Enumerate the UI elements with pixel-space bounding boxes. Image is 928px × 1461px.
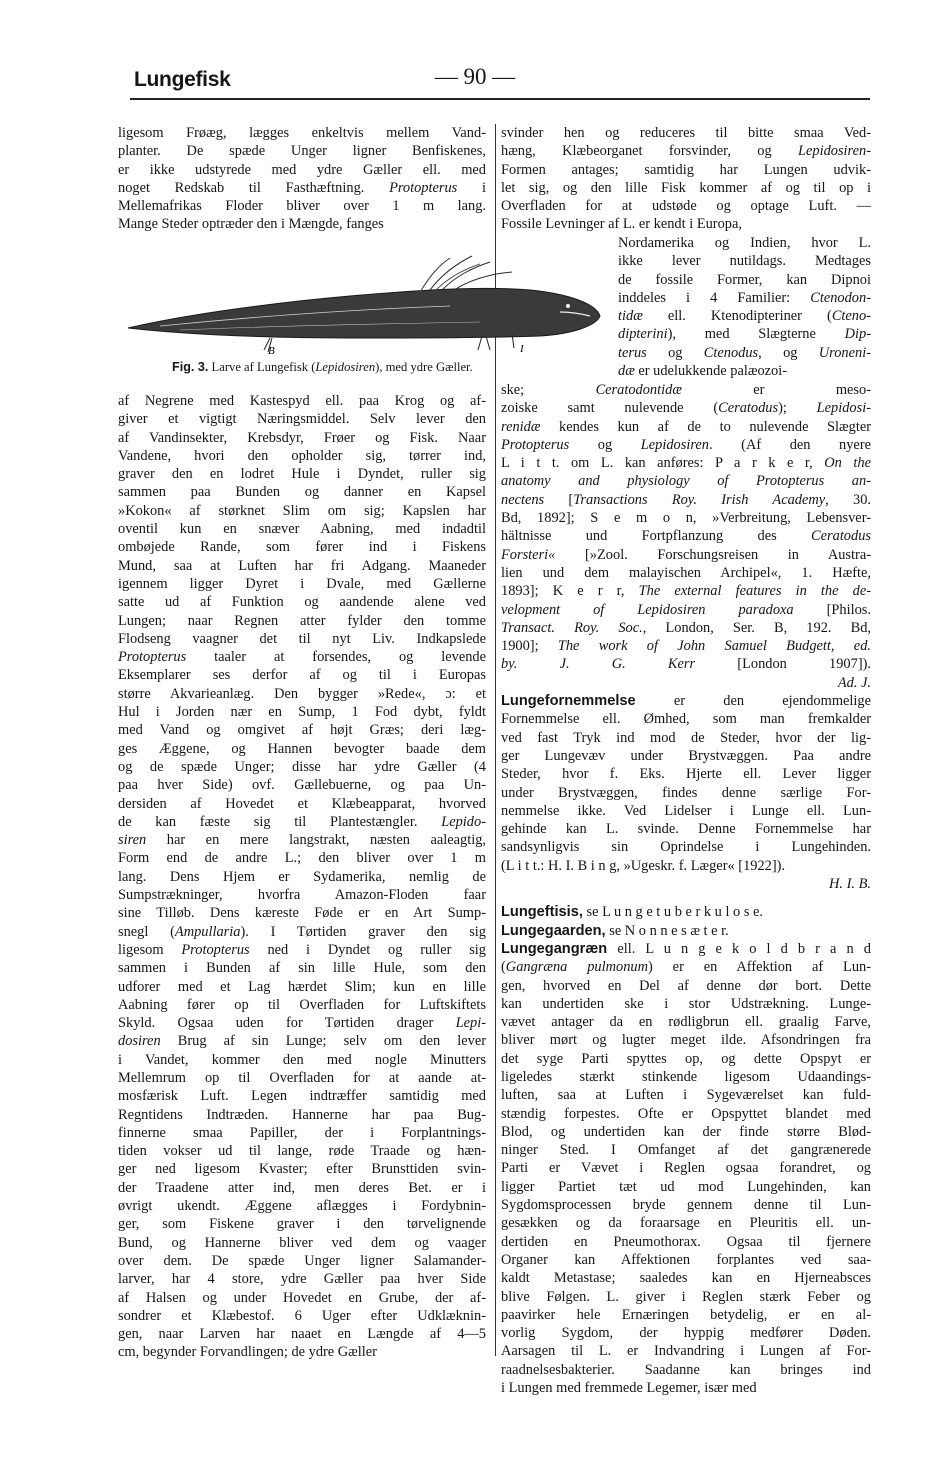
headword-lungegangraen: Lungegangræn [501, 940, 608, 957]
lungegangraen-body-line: kaldt Metastase; saaledes kan en Hjerneabsces [501, 1270, 871, 1287]
lungegangraen-body-line: stændig forpestes. Ofte er Opspyttet blandet med [501, 1105, 871, 1122]
left-column-bottom [118, 392, 486, 1362]
left-column-bottom-line: med Vand og omgivet af højt Græs; deri læg- [118, 722, 486, 739]
dipnoi-continuation-line: lien und dem malayischen Archipel«, 1. Hæfte, [501, 564, 871, 581]
left-column-bottom-line: Form end de andre L.; den bliver over 1 m [118, 850, 486, 867]
left-column-bottom-line: Protopterus taaler at forsendes, og levende [118, 649, 486, 666]
right-column-narrow-line: tidæ ell. Ktenodipteriner (Cteno- [618, 308, 871, 325]
lungefornemmelse-line-first: er den ejendommelige [673, 693, 871, 710]
left-column-bottom-line: Bund, og Hannerne bliver ved dem og vaager [118, 1234, 486, 1251]
lungegangraen-body-line: ligeledes stærkt stinkende ligesom Udaandings- [501, 1068, 871, 1085]
right-column-top-line: let sig, og den lille Fisk kommer af og til op i [501, 179, 871, 196]
dipnoi-continuation-line: Transact. Roy. Soc., London, Ser. B, 192. Bd, [501, 619, 871, 636]
left-column-bottom-line: der Traadene atter ind, men deres Bet. er i [118, 1179, 486, 1196]
left-column-bottom-line: større Akvarieanlæg. Den bygger »Rede«, ɔ: et [118, 685, 486, 702]
figure-caption-italic: Lepidosiren [315, 360, 376, 374]
left-column-bottom-line: »Kokon« af størknet Slim om sig; Kapslen har [118, 502, 486, 519]
right-column-top [501, 124, 871, 234]
dipnoi-continuation [501, 381, 871, 692]
left-column-bottom-line: finnerne smaa Papiller, der i Forplantnings- [118, 1124, 486, 1141]
lungefornemmelse-body-line: sandsynligvis sin Oprindelse i Lungehinden. [501, 839, 871, 856]
right-column-top-line: Fossile Levninger af L. er kendt i Europa, [501, 216, 742, 233]
left-column-bottom-line: graver den en lodret Hule i Dyndet, ruller sig [118, 466, 486, 483]
lungegangraen-body-line: gen, hvorved en Del af denne dør bort. Dette [501, 977, 871, 994]
lungegangraen-body-line: Organer kan Affektionen forplantes ved saa- [501, 1251, 871, 1268]
right-column-top-line: hæng, Klæbeorganet forsvinder, og Lepidosiren- [501, 143, 871, 160]
right-column-top-line: Formen antages; samtidig har Lungen udvik- [501, 161, 871, 178]
figure-label-i: I [520, 343, 524, 355]
left-column-bottom-line: ligesom Protopterus ned i Dyndet og ruller sig [118, 941, 486, 958]
dipnoi-continuation-line: 1900]; The work of John Samuel Budgett, ed. [501, 638, 871, 655]
headword-lungeftisis: Lungeftisis, [501, 904, 583, 921]
lungegangraen-body-line: det syge Parti spyttes op, og dette Opspyt er [501, 1050, 871, 1067]
dipnoi-continuation-line: nectens [Transactions Roy. Irish Academy, 30. [501, 491, 871, 508]
lungegangraen-body-line: Blod, og undertiden kan der finde større Blød- [501, 1123, 871, 1140]
lungegangraen-body-line: ligger Partiet tæt ud mod Lungehinden, kan [501, 1178, 871, 1195]
figure-caption [172, 360, 592, 375]
lungegangraen-body-line: Parti er Vævet i Reglen ogsaa forandret, og [501, 1160, 871, 1177]
entry-lungegaarden [501, 922, 871, 940]
headword-lungegaarden: Lungegaarden, [501, 922, 606, 939]
dipnoi-continuation-line: renidæ kendes kun af de to nulevende Slægter [501, 418, 871, 435]
right-column-top-line: Overfladen for at udstøde og optage Luft. — [501, 198, 871, 215]
left-column-bottom-line: Skyld. Ogsaa uden for Tørtiden drager Lepi- [118, 1015, 486, 1032]
lungefornemmelse-body-line: Fornemmelse ell. Ømhed, som man fremkalder [501, 711, 871, 728]
figure-label-b: B [268, 345, 275, 357]
left-column-bottom-line: ger, som Fiskene graver i den tørvelignende [118, 1216, 486, 1233]
lungegangraen-body-line: i Lungen med fremmede Legemer, især med [501, 1380, 757, 1397]
dipnoi-continuation-line: anatomy and physiology of Protopterus an- [501, 473, 871, 490]
left-column-bottom-line: Mund, saa at Luften har fri Adgang. Maaneder [118, 557, 486, 574]
lungegangraen-body-line: kan undertiden ske i stor Udstrækning. Lunge- [501, 995, 871, 1012]
lungegangraen-body-line: (Gangræna pulmonum) er en Affektion af Lun- [501, 959, 871, 976]
right-column-narrow-line: de fossile Former, kan Dipnoi [618, 271, 871, 288]
lungegangraen-body-line: bliver mørt og lugter meget ilde. Afsondringen fra [501, 1032, 871, 1049]
left-column-top-line: er ikke udstyrede med ydre Gæller ell. med [118, 161, 486, 178]
left-column-bottom-line: dersiden af Hovedet et Klæbeapparat, hvorved [118, 795, 486, 812]
entry-lungeftisis [501, 903, 871, 921]
left-column-bottom-line: lang. Dens Hjem er Sydamerika, nemlig de [118, 868, 486, 885]
lungegaarden-crossref: se N o n n e s æ t e r. [609, 922, 729, 939]
left-column-bottom-line: cm, begynder Forvandlingen; de ydre Gæller [118, 1344, 377, 1361]
figure-caption-text-after: ), med ydre Gæller. [375, 360, 473, 374]
left-column-bottom-line: i Vandet, kommer den med nogle Minutters [118, 1051, 486, 1068]
left-column-bottom-line: over dem. De spæde Unger ligner Salamander- [118, 1252, 486, 1269]
left-column-bottom-line: gen, naar Larven har naaet en Længde af 4—5 [118, 1326, 486, 1343]
right-column-narrow-line: Nordamerika og Indien, hvor L. [618, 235, 871, 251]
header-rule [130, 98, 870, 100]
entry-lungegangraen [501, 940, 871, 1397]
lungegangraen-body [501, 958, 871, 1397]
left-column-bottom-line: Hul i Jorden nær en Sump, 1 Fod dybt, fyldt [118, 704, 486, 721]
left-column-bottom-line: udforer med et Lag hærdet Slim; kun en lille [118, 978, 486, 995]
lungegangraen-body-line: luften, saa at Luften i Sygeværelset kan fuld- [501, 1087, 871, 1104]
left-column-bottom-line: øvrigt ukendt. Æggene aflægges i Fordybnin- [118, 1198, 486, 1215]
lungegangraen-body-line: vorlig Sygdom, der hyppig medfører Døden. [501, 1325, 871, 1342]
lungegangraen-body-line: dertiden en Pneumothorax. Ogsaa til fjernere [501, 1233, 871, 1250]
lungefornemmelse-body-line: Steder, hvor f. Eks. Hjerte ell. Lever ligger [501, 766, 871, 783]
lungeftisis-crossref: se L u n g e t u b e r k u l o s e. [586, 904, 764, 921]
lungegangraen-body-line: Sygdomsprocessen bryde gennem denne til Lun- [501, 1197, 871, 1214]
right-column-narrow-line: inddeles i 4 Familier: Ctenodon- [618, 289, 871, 306]
dipnoi-continuation-line: Protopterus og Lepidosiren. (Af den nyere [501, 436, 871, 453]
right-column-narrow-line: dipterini), med Slægterne Dip- [618, 326, 871, 343]
signature-text: H. I. B. [829, 876, 871, 893]
left-column-bottom-line: sondrer et Klæbestof. 6 Uger efter Udklæknin- [118, 1307, 486, 1324]
left-column-bottom-line: Mellemrum op til Overfladen for at aande at- [118, 1069, 486, 1086]
dipnoi-continuation-line: zoiske samt nulevende (Ceratodus); Lepidosi- [501, 400, 871, 417]
left-column-bottom-line: dosiren Brug af sin Lunge; selv om den lever [118, 1033, 486, 1050]
page-number: — 90 — [434, 64, 516, 89]
lungegangraen-body-line: blive Følgen. L. giver i Reglen stærk Feber og [501, 1288, 871, 1305]
lungefornemmelse-body-line: (L i t t.: H. I. B i n g, »Ugeskr. f. Læger« [1922]). [501, 857, 786, 874]
left-column-bottom-line: tiden vokser ud til lange, røde Traade og hæn- [118, 1143, 486, 1160]
left-column-top-line: Mellemafrikas Floder bliver over 1 m lang. [118, 198, 486, 215]
page-header-title: Lungefisk [134, 68, 231, 91]
lungegangraen-body-line: paavirker hele Ernæringen betydelig, er en al- [501, 1306, 871, 1323]
right-column-top-line: svinder hen og reduceres til bitte smaa Ved- [501, 125, 871, 141]
dipnoi-continuation-line: Forsteri« [»Zool. Forschungsreisen in Austra- [501, 546, 871, 563]
left-column-bottom-line: siren har en mere langstrakt, næsten aaleagtig, [118, 832, 486, 849]
lungegangraen-first: ell. L u n g e k o l d b r a n d [617, 940, 871, 957]
left-column-bottom-line: af Negrene med Kastespyd ell. paa Krog og af- [118, 393, 486, 409]
left-column-bottom-line: igennem ligger Dyret i Dvale, med Gællerne [118, 575, 486, 592]
left-column-bottom-line: Eksemplarer ses derfor af og til i Europas [118, 667, 486, 684]
dipnoi-continuation-line: ske; Ceratodontidæ er meso- [501, 382, 871, 398]
left-column-bottom-line: oventil kun en snæver Aabning, med indadtil [118, 521, 486, 538]
lungegangraen-body-line: vævet antager da en rødligbrun ell. graalig Farve, [501, 1014, 871, 1031]
lungegangraen-body-line: raadnelsesbakterier. Saadanne kan bringes ind [501, 1361, 871, 1378]
left-column-top-line: Mange Steder optræder den i Mængde, fanges [118, 216, 384, 233]
dipnoi-continuation-line: velopment of Lepidosiren paradoxa [Philos. [501, 601, 871, 618]
right-column-narrow [618, 234, 871, 380]
left-column-bottom-line: Sumpstrækninger, hvorfra Amazon-Floden faar [118, 887, 486, 904]
dipnoi-continuation-line: hältnisse und Fortpflanzung des Ceratodus [501, 528, 871, 545]
left-column-top-line: planter. De spæde Unger ligner Benfiskenes, [118, 143, 486, 160]
lungfish-larva-illustration [120, 246, 604, 358]
left-column-bottom-line: Vandene, hvori den opholder sig, tørrer ind, [118, 447, 486, 464]
left-column-bottom-line: mosfærisk Luft. Legen indtræffer samtidig med [118, 1088, 486, 1105]
right-column-narrow-line: dæ er udelukkende palæozoi- [618, 363, 788, 380]
left-column-bottom-line: ges Æggene, og Hannen bevogter baade dem [118, 740, 486, 757]
left-column-bottom-line: Flodseng vaagner det til nyt Liv. Indkapslede [118, 630, 486, 647]
left-column-bottom-line: de kan fæste sig til Plantestængler. Lepido- [118, 813, 486, 830]
left-column-bottom-line: og de spæde Unger; disse har ydre Gæller (4 [118, 758, 486, 775]
lungegangraen-body-line: ninger Sted. I Omfanget af det gangrænerede [501, 1142, 871, 1159]
entry-gap [501, 893, 871, 903]
left-column-top-line: ligesom Frøæg, lægges enkeltvis mellem Vand- [118, 125, 486, 141]
headword-lungefornemmelse: Lungefornemmelse [501, 693, 636, 710]
figure-caption-text-before: Larve af Lungefisk ( [211, 360, 316, 374]
left-column-bottom-line: larver, har 4 store, ydre Gæller paa hver Side [118, 1271, 486, 1288]
lungegangraen-body-line: Aarsagen til L. er Indvandring i Lungen af For- [501, 1343, 871, 1360]
figure-caption-label: Fig. 3. [172, 360, 209, 374]
right-column-bottom [501, 381, 871, 1397]
left-column-bottom-line: ger ned ligesom Kvaster; efter Brunsttiden svin- [118, 1161, 486, 1178]
left-column-bottom-line: sammen paa Bunden og danner en Kapsel [118, 484, 486, 501]
dipnoi-continuation-line: Ad. J. [837, 674, 871, 691]
entry-lungefornemmelse [501, 692, 871, 893]
lungefornemmelse-signature [501, 875, 871, 893]
lungefornemmelse-body-line: gehinde kan L. svinde. Denne Fornemmelse har [501, 821, 871, 838]
lungefornemmelse-body [501, 710, 871, 875]
left-column-bottom-line: af Halsen og under Hovedet en Grube, der af- [118, 1289, 486, 1306]
left-column-bottom-line: paa hver Side) ovf. Gællebuerne, og paa Un- [118, 777, 486, 794]
left-column-bottom-line: sammen i Bunden af sin lille Hule, som den [118, 960, 486, 977]
lungefornemmelse-body-line: under Brystvæggen, findes denne særlige For- [501, 784, 871, 801]
left-column-bottom-line: Regntidens Indtræden. Hannerne har paa Bug- [118, 1106, 486, 1123]
lungegangraen-body-line: gesækken og da foraarsage en Pleuritis ell. un- [501, 1215, 871, 1232]
dipnoi-continuation-line: 1893]; K e r r, The external features in the de- [501, 583, 871, 600]
left-column-bottom-line: af Vandinsekter, Krebsdyr, Frøer og Fisk. Naar [118, 429, 486, 446]
left-column-top [118, 124, 486, 234]
left-column-bottom-line: giver et vigtigt Næringsmiddel. Selv lever den [118, 411, 486, 428]
left-column-bottom-line: ombøjede Rande, som fører ind i Fiskens [118, 539, 486, 556]
left-column-bottom-line: sine Tilløb. Dens kæreste Føde er en Art Sump- [118, 905, 486, 922]
lungefornemmelse-body-line: ved fast Tryk ind mod de Steder, hvor der lig- [501, 729, 871, 746]
left-column-bottom-line: snegl (Ampullaria). I Tørtiden graver den sig [118, 923, 486, 940]
dipnoi-continuation-line: Bd, 1892]; S e m o n, »Verbreitung, Lebensver- [501, 510, 871, 527]
dipnoi-continuation-line: by. J. G. Kerr [London 1907]). [501, 656, 871, 673]
right-column-narrow-line: terus og Ctenodus, og Uroneni- [618, 344, 871, 361]
left-column-bottom-line: Aabning fører op til Overfladen for Luftskiftets [118, 996, 486, 1013]
dipnoi-continuation-line: L i t t. om L. kan anføres: P a r k e r, On the [501, 455, 871, 472]
left-column-bottom-line: Lungen; naar Regnen atter fylder den tomme [118, 612, 486, 629]
lungefornemmelse-body-line: ger Lungevæv under Brystvæggen. Paa andre [501, 747, 871, 764]
right-column-narrow-line: ikke lever nutildags. Medtages [618, 253, 871, 270]
left-column-top-line: noget Redskab til Fasthæftning. Protopterus i [118, 179, 486, 196]
lungefornemmelse-body-line: nemmelse ikke. Ved Lidelser i Lunge ell. Lun- [501, 802, 871, 819]
left-column-bottom-line: satte ud af Funktion og aandende alene ved [118, 594, 486, 611]
